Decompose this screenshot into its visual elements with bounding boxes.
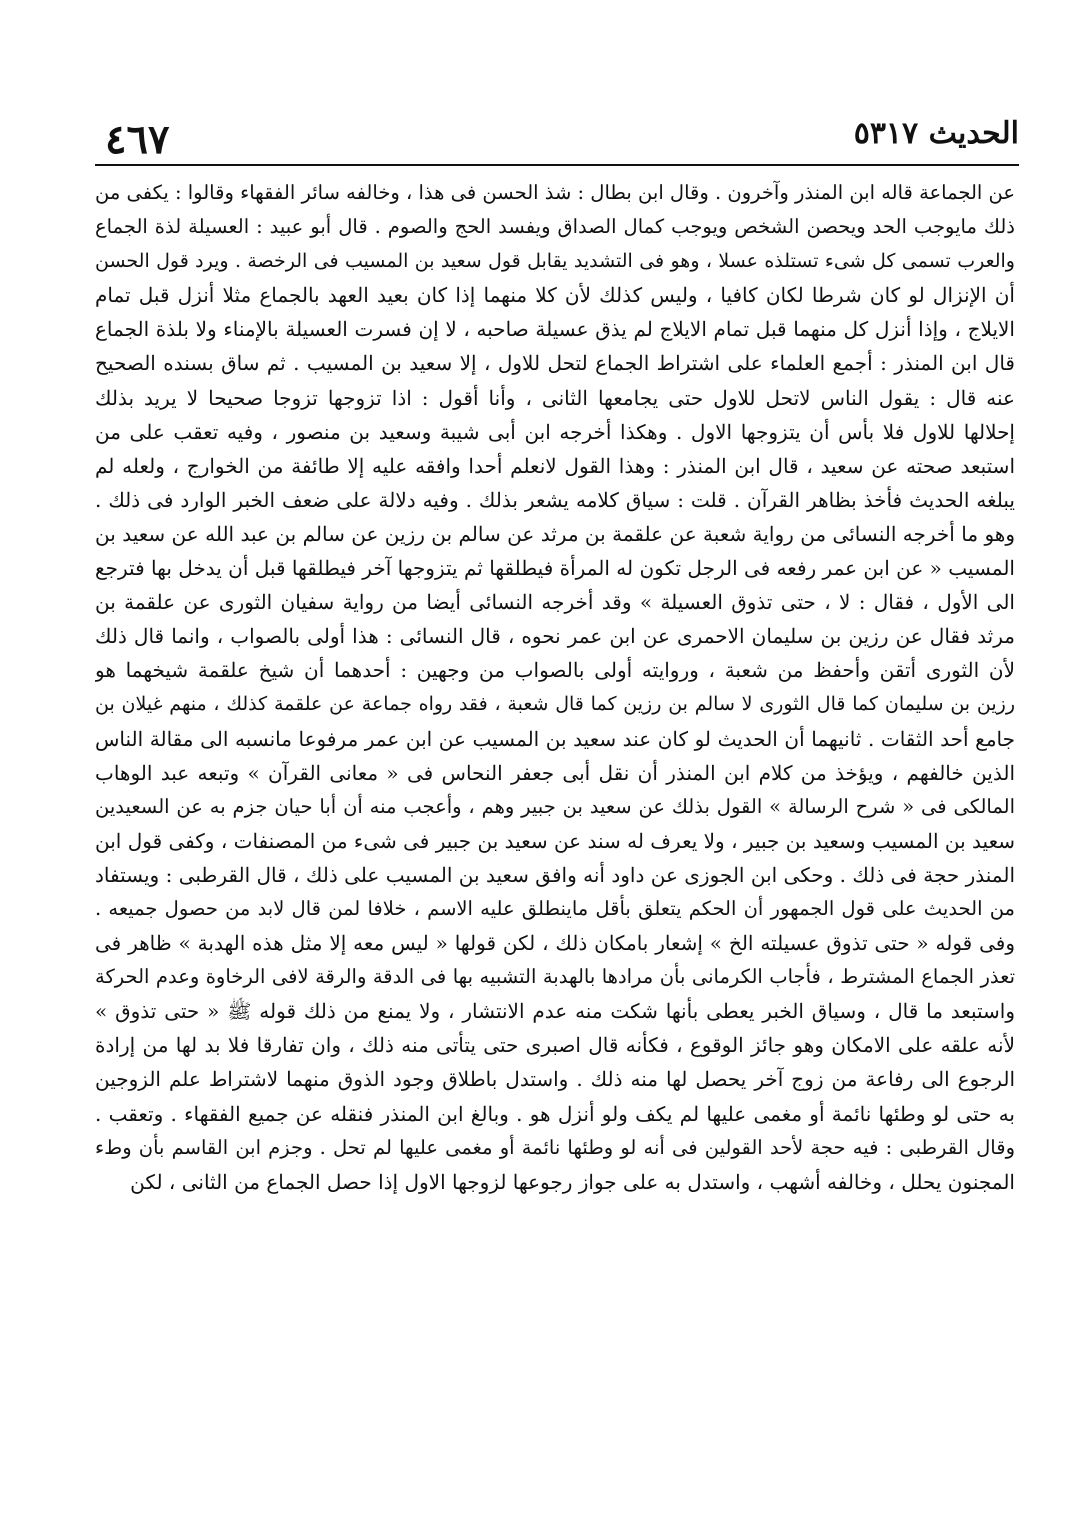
text-line: والعرب تسمى كل شىء تستلذه عسلا ، وهو فى التشديد يقابل قول سعيد بن المسيب فى الرخصة . ويرد قول الحسن [95,250,1015,273]
running-head: الحديث ٥٣١٧ [853,116,1019,151]
text-line: رزين بن سليمان كما قال الثورى لا سالم بن رزين كما قال شعبة ، فقد رواه جماعة عن علقمة كذلك ، منهم غيلان بن [95,693,1015,716]
text-line: لأنه علقه على الامكان وهو جائز الوقوع ، فكأنه قال اصبرى حتى يتأتى منه ذلك ، وان تفارقا فلا بد لها من إرادة [95,1033,1015,1058]
header-divider [95,164,1019,166]
text-line: الذين خالفهم ، ويؤخذ من كلام ابن المنذر أن نقل أبى جعفر النحاس فى « معانى القرآن » وتبعه عبد الوهاب [95,760,1015,785]
text-line: أن الإنزال لو كان شرطا لكان كافيا ، وليس كذلك لأن كلا منهما إذا كان بعيد العهد بالجماع مثلا أنزل قبل تمام [95,283,1015,308]
text-line: تعذر الجماع المشترط ، فأجاب الكرمانى بأن مرادها بالهدبة التشبيه بها فى الدقة والرقة لافى الرخاوة وعدم الحركة [95,965,1015,989]
text-line: ذلك مايوجب الحد ويحصن الشخص ويوجب كمال الصداق ويفسد الحج والصوم . قال أبو عبيد : العسيلة لذة الجماع [95,215,1015,239]
text-line: جامع أحد الثقات . ثانيهما أن الحديث لو كان عند سعيد بن المسيب عن ابن عمر مرفوعا مانسبه الى مقالة الناس [95,726,1015,751]
text-line: عن الجماعة قاله ابن المنذر وآخرون . وقال ابن بطال : شذ الحسن فى هذا ، وخالفه سائر الفقهاء وقالوا : يكفى من [95,181,1015,204]
text-line: المنذر حجة فى ذلك . وحكى ابن الجوزى عن داود أنه وافق سعيد بن المسيب على ذلك ، قال القرطبى : ويستفاد [95,862,1015,887]
text-line: يبلغه الحديث فأخذ بظاهر القرآن . قلت : سياق كلامه يشعر بذلك . وفيه دلالة على ضعف الخبر الوارد فى ذلك . [95,487,1015,512]
text-line: المالكى فى « شرح الرسالة » القول بذلك عن سعيد بن جبير وهم ، وأعجب منه أن أبا حيان جزم به عن السعيدين [95,794,1015,818]
text-line: من الحديث على قول الجمهور أن الحكم يتعلق بأقل ماينطلق عليه الاسم ، خلافا لمن قال لابد من حصول جميعه . [95,896,1015,920]
text-line: مرثد فقال عن رزين بن سليمان الاحمرى عن ابن عمر نحوه ، قال النسائى : هذا أولى بالصواب ، وانما قال ذلك [95,624,1015,649]
text-line: سعيد بن المسيب وسعيد بن جبير ، ولا يعرف له سند عن سعيد بن جبير فى شىء من المصنفات ، وكفى قول ابن [95,828,1015,853]
text-line: به حتى لو وطئها نائمة أو مغمى عليها لم يكف ولو أنزل هو . وبالغ ابن المنذر فنقله عن جميع الفقهاء . وتعقب . [95,1101,1015,1126]
text-line: الى الأول ، فقال : لا ، حتى تذوق العسيلة » وقد أخرجه النسائى أيضا من رواية سفيان الثورى عن علقمة بن [95,590,1015,615]
body-text [95,176,1015,1199]
text-line: الايلاج ، وإذا أنزل كل منهما قبل تمام الايلاج لم يذق عسيلة صاحبه ، لا إن فسرت العسيلة بالإمناء ولا بلذة الجماع [95,317,1015,342]
text-line: وقال القرطبى : فيه حجة لأحد القولين فى أنه لو وطئها نائمة أو مغمى عليها لم تحل . وجزم ابن القاسم بأن وطء [95,1135,1015,1159]
page-number: ٤٦٧ [105,116,170,163]
text-line: استبعد صحته عن سعيد ، قال ابن المنذر : وهذا القول لانعلم أحدا وافقه عليه إلا طائفة من الخوارج ، ولعله لم [95,453,1015,478]
text-line: المجنون يحلل ، وخالفه أشهب ، واستدل به على جواز رجوعها لزوجها الاول إذا حصل الجماع من الثانى ، لكن [130,1169,1015,1194]
text-line: عنه قال : يقول الناس لاتحل للاول حتى يجامعها الثانى ، وأنا أقول : اذا تزوجها تزوجا صحيحا لا يريد بذلك [95,385,1015,410]
text-line: لأن الثورى أتقن وأحفظ من شعبة ، وروايته أولى بالصواب من وجهين : أحدهما أن شيخ علقمة شيخهما هو [95,658,1015,683]
text-line: إحلالها للاول فلا بأس أن يتزوجها الاول . وهكذا أخرجه ابن أبى شيبة وسعيد بن منصور ، وفيه تعقب على من [95,419,1015,444]
text-line: وهو ما أخرجه النسائى من رواية شعبة عن علقمة بن مرثد عن سالم بن رزين عن سالم بن عبد الله عن سعيد بن [95,521,1015,546]
text-line: وفى قوله « حتى تذوق عسيلته الخ » إشعار بامكان ذلك ، لكن قولها « ليس معه إلا مثل هذه الهدبة » ظاهر فى [95,931,1015,956]
text-line: واستبعد ما قال ، وسياق الخبر يعطى بأنها شكت منه عدم الانتشار ، ولا يمنع من ذلك قوله ﷺ « حتى تذوق » [95,999,1015,1024]
text-line: الرجوع الى رفاعة من زوج آخر يحصل لها منه ذلك . واستدل باطلاق وجود الذوق منهما لاشتراط علم الزوجين [95,1067,1015,1092]
text-line: قال ابن المنذر : أجمع العلماء على اشتراط الجماع لتحل للاول ، إلا سعيد بن المسيب . ثم ساق بسنده الصحيح [95,351,1015,376]
text-line: المسيب « عن ابن عمر رفعه فى الرجل تكون له المرأة فيطلقها ثم يتزوجها آخر فيطلقها قبل أن يدخل بها فترجع [95,556,1015,581]
page-header [95,112,1019,172]
